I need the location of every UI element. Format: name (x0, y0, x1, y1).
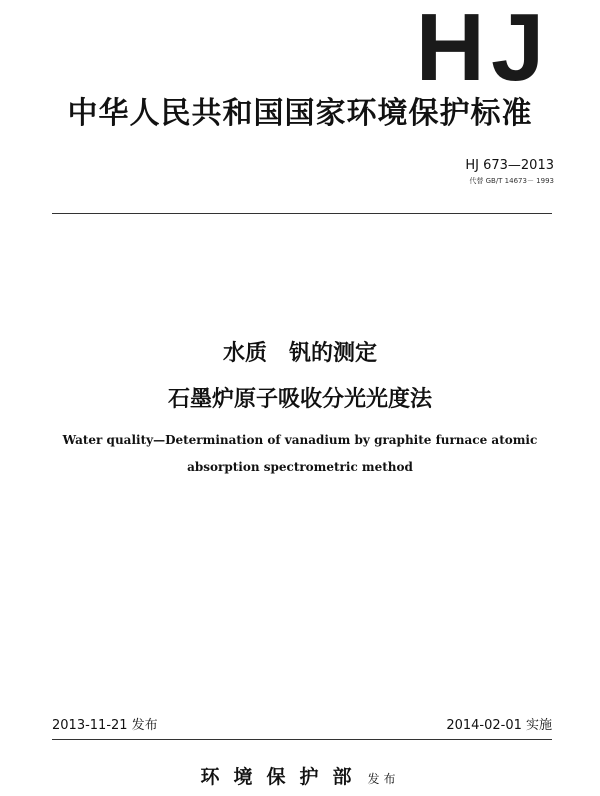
top-divider (52, 213, 552, 214)
hj-logo (408, 4, 558, 88)
title-english-line-2: absorption spectrometric method (187, 460, 413, 474)
implementation-date: 2014-02-01 实施 (446, 718, 552, 733)
hj-logo-text: HJ (415, 4, 551, 88)
bottom-divider (52, 739, 552, 740)
standard-number: HJ 673—2013 (465, 158, 554, 173)
title-chinese-line-1: 水质 钒的测定 (222, 341, 377, 366)
publisher-name: 环境保护部 (200, 766, 366, 788)
issue-date: 2013-11-21 发布 (52, 718, 158, 733)
replaces-note: 代替 GB/T 14673－ 1993 (469, 177, 554, 185)
title-english-line-1: Water quality—Determination of vanadium by graphite furnace atomic (62, 433, 538, 447)
title-chinese-line-2: 石墨炉原子吸收分光光度法 (167, 387, 432, 412)
publish-suffix: 发布 (367, 772, 400, 786)
publisher-line (0, 762, 600, 789)
standard-category-title: 中华人民共和国国家环境保护标准 (67, 96, 533, 131)
